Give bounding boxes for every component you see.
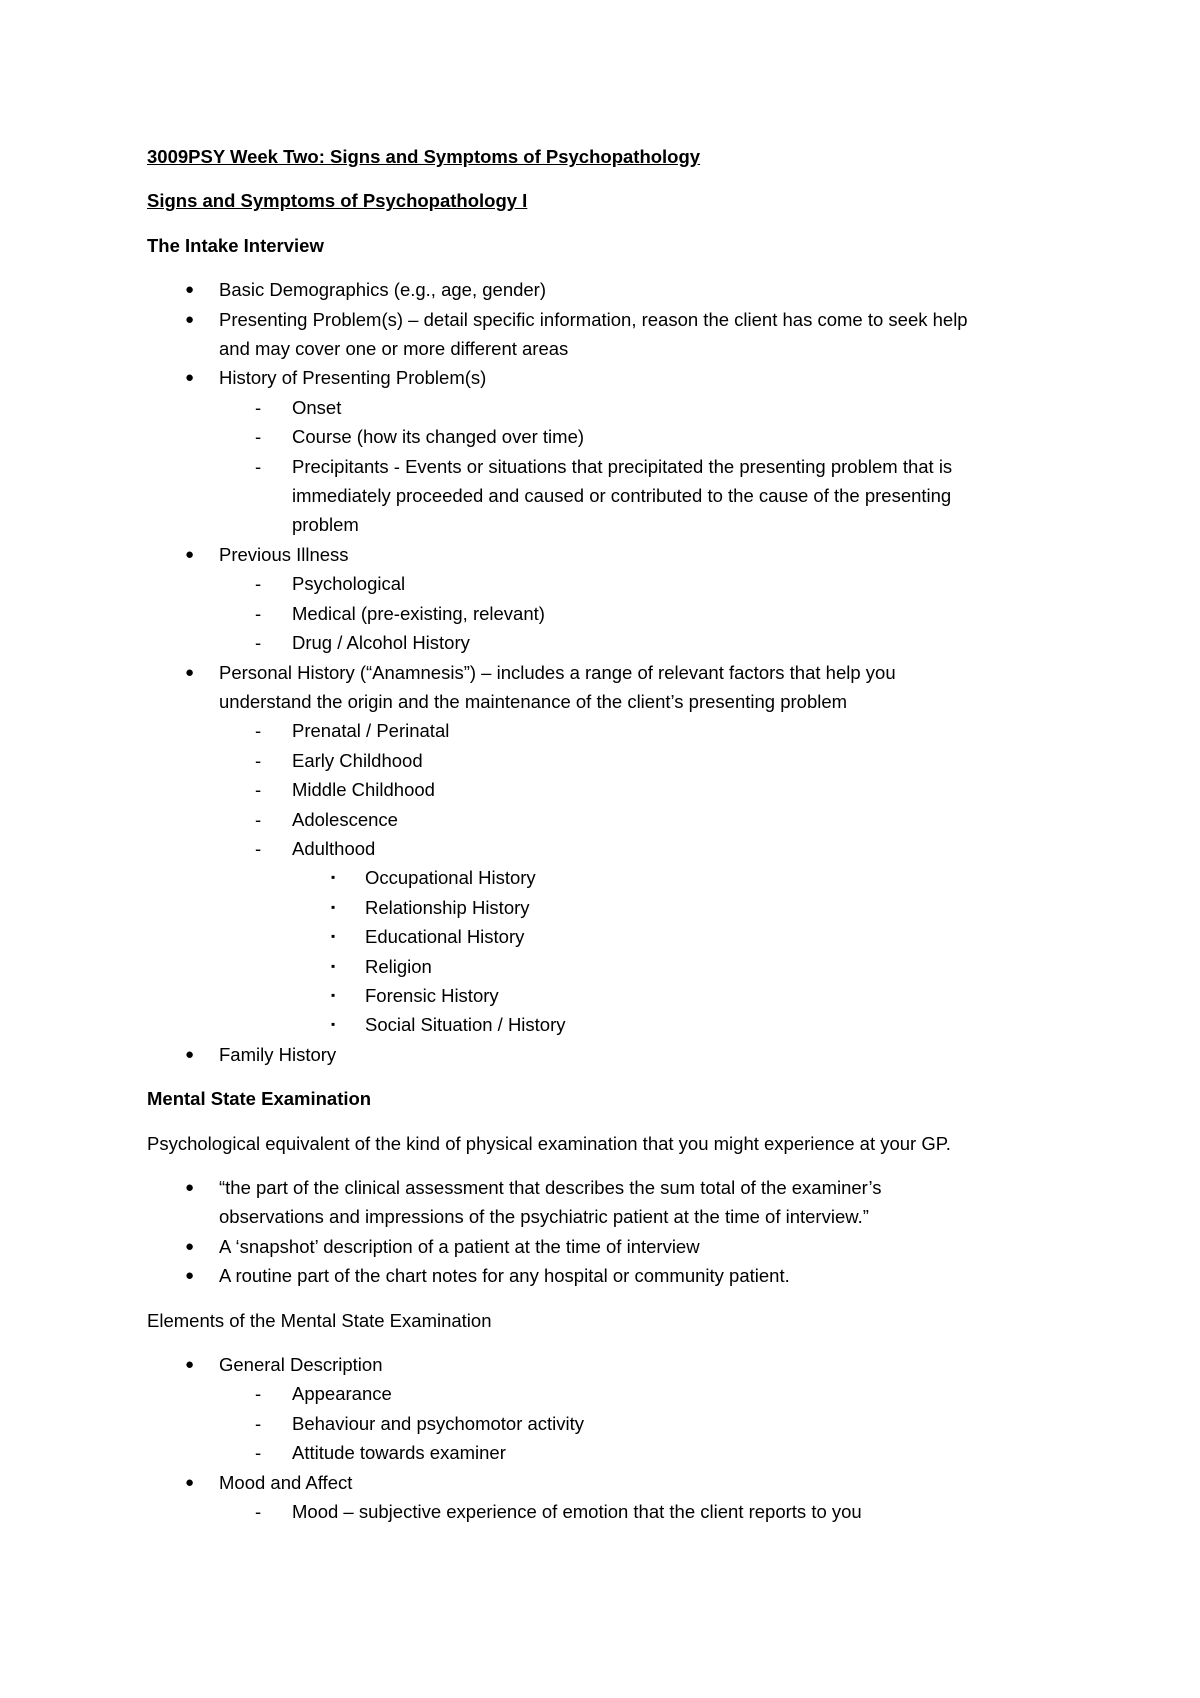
mse-elements-heading: Elements of the Mental State Examination (147, 1309, 492, 1331)
list-item: ● Personal History (“Anamnesis”) – includes a range of relevant factors that help you (147, 658, 1077, 687)
dash-marker: - (255, 749, 262, 771)
list-item: ● A ‘snapshot’ description of a patient at the time of interview (147, 1232, 1077, 1261)
dash-marker: - (255, 1412, 262, 1434)
bullet-marker: ● (185, 1473, 195, 1491)
list-subitem: - Adulthood (147, 834, 1077, 863)
list-item-continuation: observations and impressions of the psychiatric patient at the time of interview.” (219, 1206, 869, 1228)
mse-heading: Mental State Examination (147, 1088, 372, 1110)
list-item: ● Basic Demographics (e.g., age, gender) (147, 275, 1077, 304)
square-marker: ▪ (331, 1017, 336, 1032)
list-item-continuation: and may cover one or more different areas (219, 338, 569, 360)
square-marker: ▪ (331, 870, 336, 885)
bullet-marker: ● (185, 1237, 195, 1255)
list-subitem: - Prenatal / Perinatal (147, 716, 1077, 745)
list-item: ● General Description (147, 1350, 1077, 1379)
dash-marker: - (255, 1501, 262, 1523)
list-subsubitem: ▪ Forensic History (147, 981, 1077, 1010)
list-subitem: - Attitude towards examiner (147, 1438, 1077, 1467)
dash-marker: - (255, 1442, 262, 1464)
dash-marker: - (255, 808, 262, 830)
bullet-marker: ● (185, 663, 195, 681)
bullet-marker: ● (185, 1356, 195, 1374)
list-item: ● A routine part of the chart notes for any hospital or community patient. (147, 1261, 1077, 1290)
square-marker: ▪ (331, 929, 336, 944)
bullet-marker: ● (185, 310, 195, 328)
list-item: ● Family History (147, 1040, 1077, 1069)
list-subitem-continuation: immediately proceeded and caused or contributed to the cause of the presenting (292, 485, 952, 507)
dash-marker: - (255, 632, 262, 654)
list-item: ● “the part of the clinical assessment that describes the sum total of the examiner’s (147, 1173, 1077, 1202)
dash-marker: - (255, 837, 262, 859)
square-marker: ▪ (331, 987, 336, 1002)
dash-marker: - (255, 1383, 262, 1405)
list-subitem: - Middle Childhood (147, 775, 1077, 804)
list-item: ● Presenting Problem(s) – detail specific information, reason the client has come to seek help (147, 305, 1077, 334)
bullet-marker: ● (185, 1045, 195, 1063)
list-subitem-continuation: problem (292, 514, 359, 536)
list-subitem: - Onset (147, 393, 1077, 422)
bullet-marker: ● (185, 281, 195, 299)
list-subsubitem: ▪ Occupational History (147, 863, 1077, 892)
list-subitem: - Adolescence (147, 805, 1077, 834)
square-marker: ▪ (331, 899, 336, 914)
list-subsubitem: ▪ Educational History (147, 922, 1077, 951)
list-item-continuation: understand the origin and the maintenance of the client’s presenting problem (219, 690, 848, 712)
list-subitem: - Psychological (147, 569, 1077, 598)
dash-marker: - (255, 573, 262, 595)
bullet-marker: ● (185, 1179, 195, 1196)
list-subitem: - Course (how its changed over time) (147, 422, 1077, 451)
dash-marker: - (255, 779, 262, 801)
list-subitem: - Medical (pre-existing, relevant) (147, 599, 1077, 628)
bullet-marker: ● (185, 1267, 195, 1285)
dash-marker: - (255, 396, 262, 418)
list-subitem: - Mood – subjective experience of emotion that the client reports to you (147, 1497, 1077, 1526)
list-subitem: - Drug / Alcohol History (147, 628, 1077, 657)
dash-marker: - (255, 455, 262, 477)
mse-intro-paragraph: Psychological equivalent of the kind of physical examination that you might experience at your GP. (147, 1132, 951, 1154)
list-subsubitem: ▪ Social Situation / History (147, 1010, 1077, 1039)
square-marker: ▪ (331, 958, 336, 973)
list-item: ● Previous Illness (147, 540, 1077, 569)
dash-marker: - (255, 426, 262, 448)
list-subitem: - Early Childhood (147, 746, 1077, 775)
list-item: ● Mood and Affect (147, 1468, 1077, 1497)
list-subitem: - Precipitants - Events or situations that precipitated the presenting problem that is (147, 452, 1077, 481)
list-subitem: - Appearance (147, 1379, 1077, 1408)
dash-marker: - (255, 602, 262, 624)
section-subtitle: Signs and Symptoms of Psychopathology I (147, 190, 528, 212)
document-body (147, 142, 1077, 1526)
list-subsubitem: ▪ Relationship History (147, 893, 1077, 922)
list-subitem: - Behaviour and psychomotor activity (147, 1409, 1077, 1438)
intake-heading: The Intake Interview (147, 234, 324, 256)
document-title: 3009PSY Week Two: Signs and Symptoms of Psychopathology (147, 146, 701, 167)
bullet-marker: ● (185, 369, 195, 387)
list-subsubitem: ▪ Religion (147, 952, 1077, 981)
bullet-marker: ● (185, 545, 195, 563)
list-item: ● History of Presenting Problem(s) (147, 363, 1077, 392)
dash-marker: - (255, 720, 262, 742)
